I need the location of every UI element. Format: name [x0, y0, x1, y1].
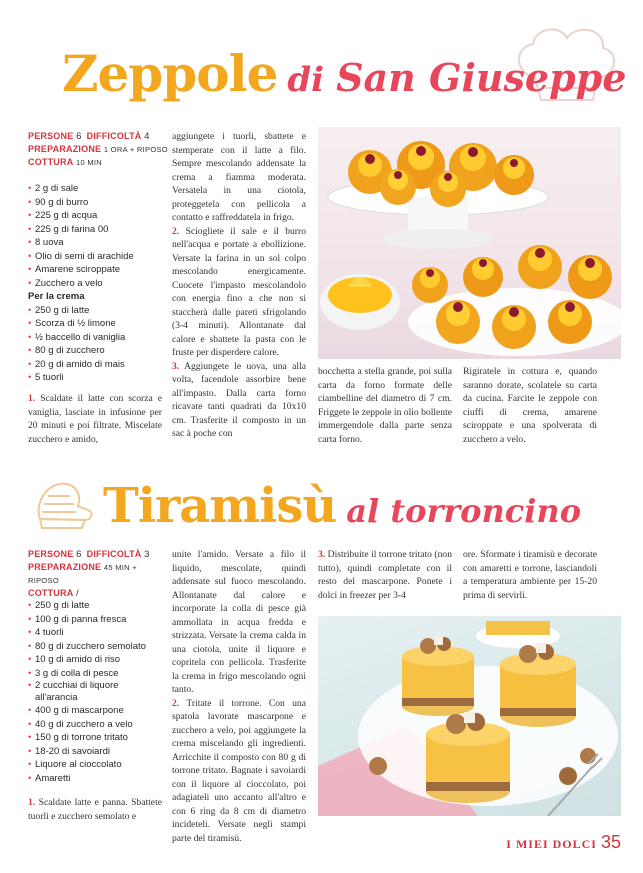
page-footer [506, 832, 621, 853]
tiramisu-illustration [318, 616, 621, 816]
recipe1-column3 [318, 365, 452, 446]
preparazione-label: PREPARAZIONE [28, 562, 102, 572]
recipe2-column4 [463, 548, 597, 602]
step-text: Scaldate il latte con scorza e vaniglia, lasciate in infusione per 20 minuti e poi filtrate. Miscelate zucchero e amido, [28, 393, 162, 445]
list-item: • 80 g di zucchero [28, 344, 168, 358]
paragraph: bocchetta a stella grande, poi sulla carta da forno formate delle ciambelline del diametro di 7 cm. Friggete le zeppole in olio bollente immergendole dalla parte senza carta forno. [318, 366, 453, 445]
cottura-label: COTTURA [28, 588, 74, 598]
preparazione-label: PREPARAZIONE [28, 144, 102, 154]
step-text: Tritate il torrone. Con una spatola lavorate mascarpone e zucchero a velo, poi aggiungete la crema miscelando gli ingredienti. Arricchite il composto con 80 g di torrone tritato. Bagnate i savoiardi con il liquore al cioccolato, poi adagiateli uno accanto all'altro e con 6 ring da 8 cm di diametro incideteli. Versate negli stampi parte del tiramisù. [172, 697, 306, 844]
step-text: Scaldate latte e panna. Sbattete tuorli e zucchero semolato e [28, 797, 162, 822]
list-item: • 150 g di torrone tritato [28, 731, 162, 745]
list-item: • 250 g di latte [28, 599, 162, 613]
list-item: • 250 g di latte [28, 304, 168, 318]
list-item: • 2 cucchiai di liquore all'arancia [28, 680, 130, 704]
list-item: • 400 g di mascarpone [28, 704, 162, 718]
list-item: • 5 tuorli [28, 371, 168, 385]
recipe2-title [103, 478, 581, 534]
difficolta-label: DIFFICOLTÀ [86, 131, 142, 141]
list-item: • 100 g di panna fresca [28, 613, 162, 627]
recipe1-title-main: Zeppole [62, 44, 278, 103]
list-item: • 20 g di amido di mais [28, 358, 168, 372]
step-text: Aggiungete le uova, una alla volta, facendole assorbire bene all'impasto. Dalla carta forno ricavate tanti quadrati da 10x10 cm. Trasferite il composto in un sac à poche con [172, 360, 306, 439]
list-item: • 225 g di acqua [28, 209, 168, 223]
recipe1-title-sub: San Giuseppe [336, 55, 627, 100]
list-item: • 8 uova [28, 236, 168, 250]
paragraph: ore. Sformate i tiramisù e decorate con amaretti e torrone, lasciandoli a temperatura ambiente per 15-20 prima di servirli. [463, 549, 597, 601]
step-number: 2. [172, 225, 180, 237]
recipe1-column4 [463, 365, 597, 446]
persone-label: PERSONE [28, 549, 74, 559]
oven-mitt-icon [30, 474, 100, 534]
step-number: 2. [172, 697, 180, 709]
recipe2-title-sub: al torroncino [346, 492, 582, 530]
persone-label: PERSONE [28, 131, 74, 141]
zeppole-illustration [318, 127, 621, 359]
recipe1-step1 [28, 392, 162, 446]
paragraph: unite l'amido. Versate a filo il liquido, mescolate, quindi addensate sul fuoco mescolando. Allontanate dal calore e incorporate la colla di pesce già ammollata in acqua fredda e strizzata. Versate la crema calda in una ciotola, unite il liquore e copritela con pellicola. Trasferite la crema in frigo mescolando ogni tanto. [172, 549, 306, 695]
list-item: • 225 g di farina 00 [28, 223, 168, 237]
difficolta-label: DIFFICOLTÀ [86, 549, 142, 559]
difficolta-value: 3 [144, 549, 150, 560]
magazine-brand: I MIEI DOLCI [506, 837, 597, 851]
list-item: • Liquore al cioccolato [28, 758, 162, 772]
step-text: Sciogliete il sale e il burro nell'acqua e portate a ebollizione. Versate la farina in un sol colpo mescolando energicamente. Cuocete l'impasto mescolandolo con energia fino a che non si staccherà dalle pareti sfrigolando (3-4 minuti). Allontanate dal calore e sbattete la pasta con le fruste per disperdere calore. [172, 225, 306, 358]
list-item: • Amarene sciroppate [28, 263, 168, 277]
step-number: 1. [28, 797, 36, 808]
recipe1-title-di: di [287, 60, 325, 100]
list-item: • 18-20 di savoiardi [28, 745, 162, 759]
step-number: 3. [318, 549, 326, 560]
recipe1-title [62, 44, 626, 103]
list-item: • 10 g di amido di riso [28, 653, 162, 667]
recipe2-info [28, 548, 168, 600]
list-item: • Zucchero a velo [28, 277, 168, 291]
list-item: • Amaretti [28, 772, 162, 786]
recipe2-column2 [172, 548, 306, 845]
difficolta-value: 4 [144, 131, 150, 142]
list-item: • 40 g di zucchero a velo [28, 718, 162, 732]
tiramisu-photo [318, 616, 621, 816]
cottura-label: COTTURA [28, 157, 74, 167]
step-text: Distribuite il torrone tritato (non tutto), quindi completate con il resto del mascarpone. Ponete i dolci in freezer per 3-4 [318, 549, 452, 601]
recipe2-ingredients [28, 599, 162, 785]
recipe2-column3 [318, 548, 452, 602]
recipe1-info [28, 130, 168, 169]
recipe2-step1 [28, 796, 162, 823]
page-number: 35 [600, 832, 621, 852]
persone-value: 6 [76, 549, 82, 560]
list-item: • Scorza di ½ limone [28, 317, 168, 331]
paragraph: aggiungete i tuorli, sbattete e stemperate con il latte a filo. Sempre mescolando addensate la crema a fiamma moderata. Versatela in una ciotola, proteggetela con pellicola a contatto e raffreddatela in frigo. [172, 131, 306, 223]
list-item: • 90 g di burro [28, 196, 168, 210]
recipe1-ingredients [28, 182, 168, 385]
recipe1-column2 [172, 130, 306, 441]
list-item: • 80 g di zucchero semolato [28, 640, 162, 654]
preparazione-value: 45 MIN + RIPOSO [28, 563, 137, 585]
recipe2-title-main: Tiramisù [103, 478, 337, 534]
list-item: • ½ baccello di vaniglia [28, 331, 168, 345]
zeppole-photo [318, 127, 621, 359]
step-number: 3. [172, 360, 180, 372]
list-item: • 3 g di colla di pesce [28, 667, 162, 681]
paragraph: Rigiratele in cottura e, quando saranno dorate, scolatele su carta da cucina. Farcite le zeppole con ciuffi di crema, amarene sciroppate e una spolverata di zucchero a velo. [463, 366, 597, 445]
cottura-value: 10 MIN [76, 158, 103, 167]
list-item: • 4 tuorli [28, 626, 162, 640]
step-number: 1. [28, 393, 36, 404]
persone-value: 6 [76, 131, 82, 142]
crema-heading: Per la crema [28, 291, 85, 302]
list-item: • Olio di semi di arachide [28, 250, 168, 264]
preparazione-value: 1 ORA + RIPOSO [103, 145, 168, 154]
cottura-value: / [76, 588, 79, 599]
list-item: • 2 g di sale [28, 182, 168, 196]
